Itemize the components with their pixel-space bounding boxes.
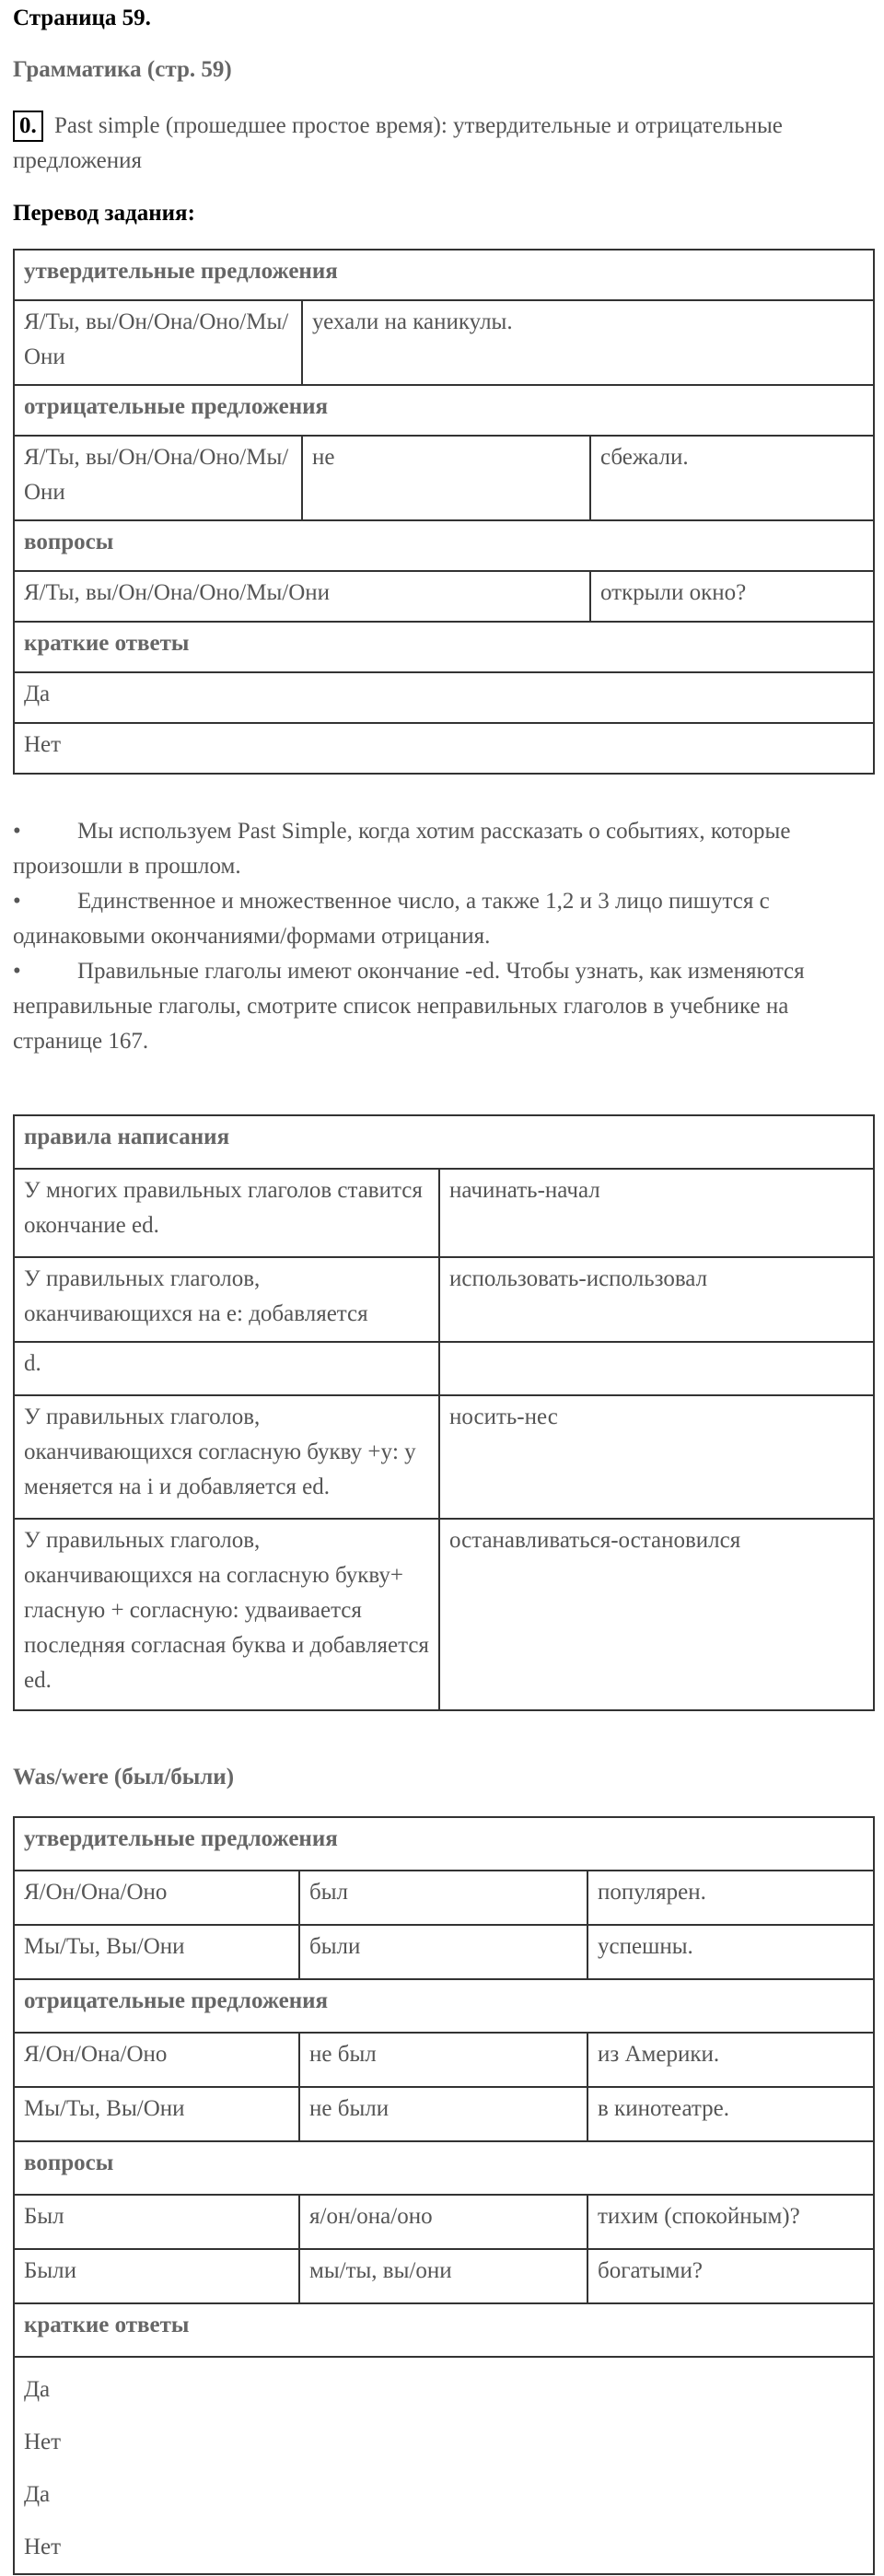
table-cell: не были xyxy=(299,2087,587,2141)
table-cell: не xyxy=(302,436,590,520)
short-answers-list xyxy=(15,2358,873,2573)
table-cell: открыли окно? xyxy=(590,571,874,622)
list-item xyxy=(13,814,878,884)
table-cell: использовать-использовал xyxy=(439,1257,874,1342)
short-answers-cell xyxy=(14,2357,874,2574)
table-cell: тихим (спокойным)? xyxy=(587,2195,874,2249)
list-item xyxy=(13,884,878,954)
table-cell: Был xyxy=(14,2195,299,2249)
bullet-symbol: • xyxy=(13,819,21,844)
list-item xyxy=(13,954,878,1059)
table-cell: У правильных глаголов, оканчивающихся на согласную букву+ гласную + согласную: удваивается последняя согласная буква и добавляется ed. xyxy=(14,1519,439,1710)
table-cell: Да xyxy=(14,672,874,723)
list-item: Да xyxy=(24,2482,51,2507)
table-cell: носить-нес xyxy=(439,1395,874,1519)
table-cell: были xyxy=(299,1925,587,1979)
spelling-rules-table-continued xyxy=(13,1341,875,1711)
table-cell: мы/ты, вы/они xyxy=(299,2249,587,2303)
table-cell: в кинотеатре. xyxy=(587,2087,874,2141)
table-cell: я/он/она/оно xyxy=(299,2195,587,2249)
page-title: Страница 59. xyxy=(13,6,151,30)
questions-header: вопросы xyxy=(14,2141,874,2195)
spelling-rules-table xyxy=(13,1114,875,1343)
affirmative-header: утвердительные предложения xyxy=(14,250,874,300)
table-cell: популярен. xyxy=(587,1871,874,1925)
list-item-text: Мы используем Past Simple, когда хотим рассказать о событиях, которые произошли в прошлом. xyxy=(13,819,791,879)
table-cell: останавливаться-остановился xyxy=(439,1519,874,1710)
table-cell: Я/Он/Она/Оно xyxy=(14,1871,299,1925)
bullet-symbol: • xyxy=(13,959,21,984)
task-statement xyxy=(13,109,878,179)
table-cell: был xyxy=(299,1871,587,1925)
bullet-symbol: • xyxy=(13,889,21,914)
short-answers-header: краткие ответы xyxy=(14,622,874,672)
table-cell: Мы/Ты, Вы/Они xyxy=(14,2087,299,2141)
task-text: Past simple (прошедшее простое время): утвердительные и отрицательные предложения xyxy=(13,113,783,173)
table-cell: Я/Ты, вы/Он/Она/Оно/Мы/Они xyxy=(14,571,590,622)
table-cell: из Америки. xyxy=(587,2033,874,2087)
table-cell: Нет xyxy=(14,723,874,774)
table-cell: успешны. xyxy=(587,1925,874,1979)
table-cell: У правильных глаголов, оканчивающихся на e: добавляется xyxy=(14,1257,439,1342)
translation-label: Перевод задания: xyxy=(13,201,195,226)
list-item-text: Единственное и множественное число, а также 1,2 и 3 лицо пишутся с одинаковыми окончаниями/формами отрицания. xyxy=(13,889,770,949)
rules-list xyxy=(13,814,878,1059)
negative-header: отрицательные предложения xyxy=(14,385,874,436)
table-cell: Я/Ты, вы/Он/Она/Оно/Мы/Они xyxy=(14,300,302,385)
was-were-table xyxy=(13,1816,875,2575)
short-answers-header: краткие ответы xyxy=(14,2303,874,2357)
table-cell: Я/Он/Она/Оно xyxy=(14,2033,299,2087)
table-cell: не был xyxy=(299,2033,587,2087)
section-title: Грамматика (стр. 59) xyxy=(13,57,232,82)
affirmative-header: утвердительные предложения xyxy=(14,1817,874,1871)
translation-table xyxy=(13,249,875,775)
table-cell: начинать-начал xyxy=(439,1169,874,1257)
table-cell xyxy=(439,1342,874,1395)
spelling-header: правила написания xyxy=(14,1115,874,1169)
table-cell: Были xyxy=(14,2249,299,2303)
table-cell: богатыми? xyxy=(587,2249,874,2303)
list-item: Нет xyxy=(24,2535,62,2559)
table-cell: сбежали. xyxy=(590,436,874,520)
table-cell: уехали на каникулы. xyxy=(302,300,874,385)
table-cell: d. xyxy=(14,1342,439,1395)
task-number-badge: 0. xyxy=(13,111,43,142)
list-item-text: Правильные глаголы имеют окончание -ed. Чтобы узнать, как изменяются неправильные глаголы, смотрите список неправильных глаголов в учебнике на странице 167. xyxy=(13,959,805,1054)
table-cell: У многих правильных глаголов ставится окончание ed. xyxy=(14,1169,439,1257)
questions-header: вопросы xyxy=(14,520,874,571)
list-item: Да xyxy=(24,2377,51,2402)
table-cell: Мы/Ты, Вы/Они xyxy=(14,1925,299,1979)
table-cell: У правильных глаголов, оканчивающихся согласную букву +y: y меняется на i и добавляется ed. xyxy=(14,1395,439,1519)
was-were-title: Was/were (был/были) xyxy=(13,1765,235,1789)
negative-header: отрицательные предложения xyxy=(14,1979,874,2033)
table-cell: Я/Ты, вы/Он/Она/Оно/Мы/Они xyxy=(14,436,302,520)
list-item: Нет xyxy=(24,2430,62,2454)
